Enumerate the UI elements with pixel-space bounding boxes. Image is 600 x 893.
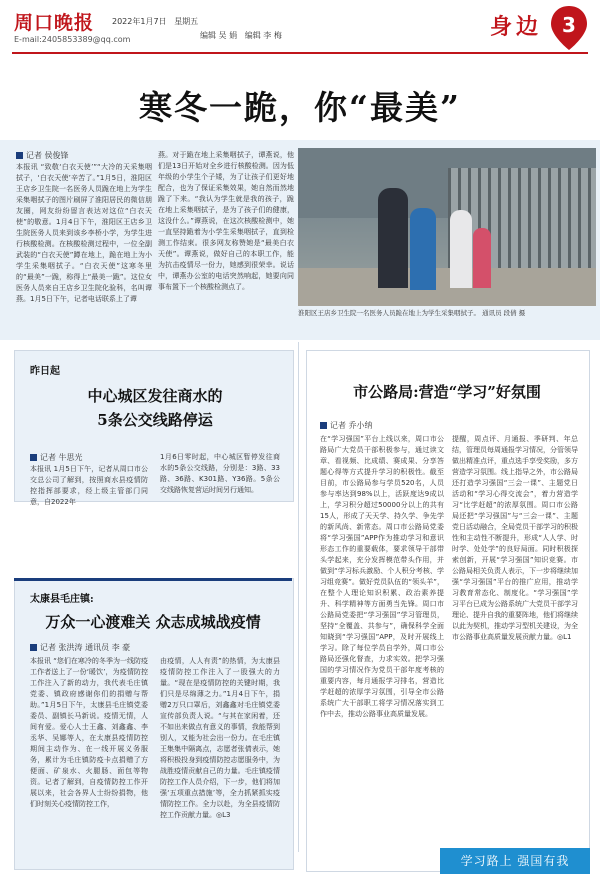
email-line: E-mail:2405853389@qq.com bbox=[14, 35, 131, 44]
taikang-story-col-1: 本报讯 “您们在寒冷的冬季为一线防疫工作者送上了一份‘暖饮’，为疫情防控工作注入了新的动力，我代表毛庄镇党委、镇政府感谢你们的捐赠与帮助。”1月5日下午，太康县毛庄镇党委委员、副镇长马新说。疫情无情，人间有爱。爱心人士王鑫、刘鑫鑫、李丞华、吴娜等人，在太康县疫情防控期间主动作为、在一线开展义务服务，累计为毛庄镇防疫卡点捐赠了方便面、矿泉水、火腿肠、面包等物资。记者了解到，自疫情防控工作开展以来，社会各界人士纷纷捐物，他们时刻关心疫情防控工作， bbox=[30, 657, 148, 808]
taikang-story-bar bbox=[14, 578, 292, 581]
byline-marker-icon bbox=[30, 454, 37, 461]
highway-story-byline: 记者 乔小纳 bbox=[320, 420, 373, 431]
highway-story-col-2: 提醒，周点评、月通报、季研判、年总结，管理员每周通报学习情况，分管领导做出精准点评，重点选手享受奖励，多方营造学习氛围。线上指导之外，市公路局还打造学习强国“三会一课”、主题党日活动和“学习心得交流会”，着力营造学习“比学赶超”的浓厚氛围。周口市公路局还把“学习强国”与“三会一课”、主题党日活动融合，全局党员干部学习的积极性和主动性不断提升，形成“人人学、时时学、处处学”的良好局面。同时积极探索创新，开展“学习强国”知识竞赛。市公路局相关负责人表示，下一步将继续加强“学习强国”平台的推广应用，推动学习教育常态化、制度化。“学习强国”学习平台已成为公路系统广大党员干部学习理论、提升自我的重要阵地，他们将继续以此为契机，推动学习型机关建设，为全市公路事业高质量发展贡献力量。◎L1 bbox=[452, 435, 578, 641]
top-story-col-2: 燕。对于跪在地上采集咽拭子，谭燕说，他们是13日开始对全乡进行核酸检测。因为低年级的小学生个子矮，为了让孩子们更好地配合，也为了保证采集效果，她自然而然地跪了下来。“我认为学生就是我的孩子，跪在地上采集咽拭子，是为了孩子们的健康，这没什么。”谭燕说，在这次核酸检测中，她一直坚持跪着为小学生采集咽拭子，直到检测工作结束。很多网友称赞她是“最美白衣天使”。谭燕说，做好自己的本职工作，能为抗击疫情尽一份力，她感到很荣幸。说话中，谭燕办公室的电话突然响起，她要向同事布置下一个核酸检测点了。 bbox=[158, 151, 294, 291]
section-title: 身边 bbox=[490, 14, 543, 40]
editor-name-2: 编辑 李 梅 bbox=[244, 31, 282, 40]
issue-date: 2022年1月7日 bbox=[112, 17, 167, 26]
page-number: 3 bbox=[562, 13, 576, 37]
news-photo bbox=[298, 148, 596, 306]
highway-story-col-1: 在“学习强国”平台上线以来，周口市公路局广大党员干部积极参与，通过读文章、看视频、比成绩、赛成果、分享答题心得等方式提升学习的积极性。截至目前，市公路局参与学员520名，人员参与率达到98%以上，活跃度达9成以上，学习积分超过50000分以上的共有15人，形成了天天学、持久学、争先学的新风尚、新常态。周口市公路局党委将“学习强国”APP作为推动学习和意识形态工作的重要载体，要求领导干部带头学起来，充分发挥模范带头作用，并做到“学习标兵激励、个人积分考核、学习组竞赛”。做好党员队伍的“领头羊”，在整个人理论知识积累、政治素养提升、科学精神等方面勇当先锋。周口市公路局党委把“学习强国”学习管理员，坚持“全覆盖、共参与”，确保科学全面知晓到“学习强国”APP，及时开展线上学习。除了每位学员自学外，周口市公路局还强化督查，力求实效。把学习强国的学习情况作为党员干部年度考核的重要内容，每月通报学习排名，营造比学赶超的浓厚学习氛围，引导全市公路系统广大干部职工将学习情况落实到工作中去，推动公路事业高质量发展。 bbox=[320, 435, 444, 718]
bus-story-kicker: 昨日起 bbox=[30, 366, 60, 377]
newspaper-logo: 周口晚报 bbox=[14, 12, 95, 34]
bus-story-title-1: 中心城区发往商水的 bbox=[87, 387, 223, 405]
byline-marker-icon bbox=[16, 152, 23, 159]
byline-marker-icon bbox=[30, 644, 37, 651]
masthead-rule bbox=[12, 52, 588, 54]
bus-story-col-2: 1月6日零时起，中心城区暂停发往商水的5条公交线路，分别是：3路、33路、36路、K301路、Y36路。5条公交线路恢复营运时间另行通知。 bbox=[160, 453, 280, 494]
bus-story-byline: 记者 牛思光 bbox=[30, 452, 83, 463]
highway-story-title: 市公路局:营造“学习”好氛围 bbox=[353, 383, 541, 401]
taikang-story-title: 万众一心渡难关 众志成城战疫情 bbox=[45, 613, 261, 631]
page-number-badge bbox=[548, 4, 590, 52]
editor-name: 编辑 吴 娟 bbox=[200, 31, 238, 40]
slogan-banner: 学习路上 强国有我 bbox=[440, 848, 590, 874]
taikang-story-col-2: 由疫情，人人有责”的热情，为太康县疫情防控工作注入了一股强大的力量。“现在是疫情防控的关键时期，我们只是尽绵薄之力。”1月4日下午，捐赠2万只口罩后，刘鑫鑫对毛庄镇党委宣传部负责人说。“与其在家闲着，还不如出来做点有意义的事情，我能帮到别人，又能为社会出一份力。在毛庄镇王集集中隔离点，志愿者张倩表示，她将积极投身到疫情防控志愿服务中，为战胜疫情贡献自己的力量。毛庄镇疫情防控工作人员介绍，下一步，他们将加强‘五项重点措施’等，全力抓紧抓实疫情防控工作。全力以赴，为全县疫情防控工作贡献力量。◎L3 bbox=[160, 657, 280, 819]
taikang-story-byline: 记者 张洪涛 通讯员 李 豪 bbox=[30, 642, 130, 653]
column-divider bbox=[298, 342, 299, 852]
bus-story-col-1: 本报讯 1月5日下午，记者从周口市公交总公司了解到，按照商水县疫情防控指挥部要求，经上级主管部门同意，自2022年 bbox=[30, 465, 148, 506]
masthead bbox=[0, 0, 600, 70]
taikang-story-kicker: 太康县毛庄镇: bbox=[30, 594, 94, 605]
main-headline: 寒冬一跪，你“最美” bbox=[139, 88, 461, 127]
bus-story-title-2: 5条公交线路停运 bbox=[97, 411, 213, 429]
byline-marker-icon bbox=[320, 422, 327, 429]
photo-caption: 淮阳区王店乡卫生院一名医务人员跪在地上为学生采集咽拭子。 通讯员 段倩 摄 bbox=[298, 309, 526, 317]
dateline bbox=[112, 16, 198, 27]
top-story-col-1: 本报讯 “致敬‘白衣天使’”“大冷的天采集咽拭子，‘白衣天使’辛苦了。”1月5日，淮阳区王店乡卫生院一名医务人员跪在地上为学生采集咽拭子的图片刷屏了淮阳居民的微信朋友圈，网友纷纷留言表达对这位“白衣天使”的敬意。1月4日下午，淮阳区王店乡卫生院医务人员来到该乡李桥小学，为学生进行核酸检测。在核酸检测过程中，一位全副武装的“白衣天使”蹲在地上，跪在地上为小学生采集咽拭子。“白衣天使”这寒冬里的“最美”一跪，称得上“最美一跪”。这位女医务人员来自王店乡卫生院化验科，名叫谭燕。1月5日下午，记者电话联系上了谭 bbox=[16, 163, 152, 303]
editor-line bbox=[200, 30, 282, 41]
top-story-byline: 记者 侯俊锋 bbox=[16, 150, 69, 161]
issue-weekday: 星期五 bbox=[174, 17, 199, 26]
